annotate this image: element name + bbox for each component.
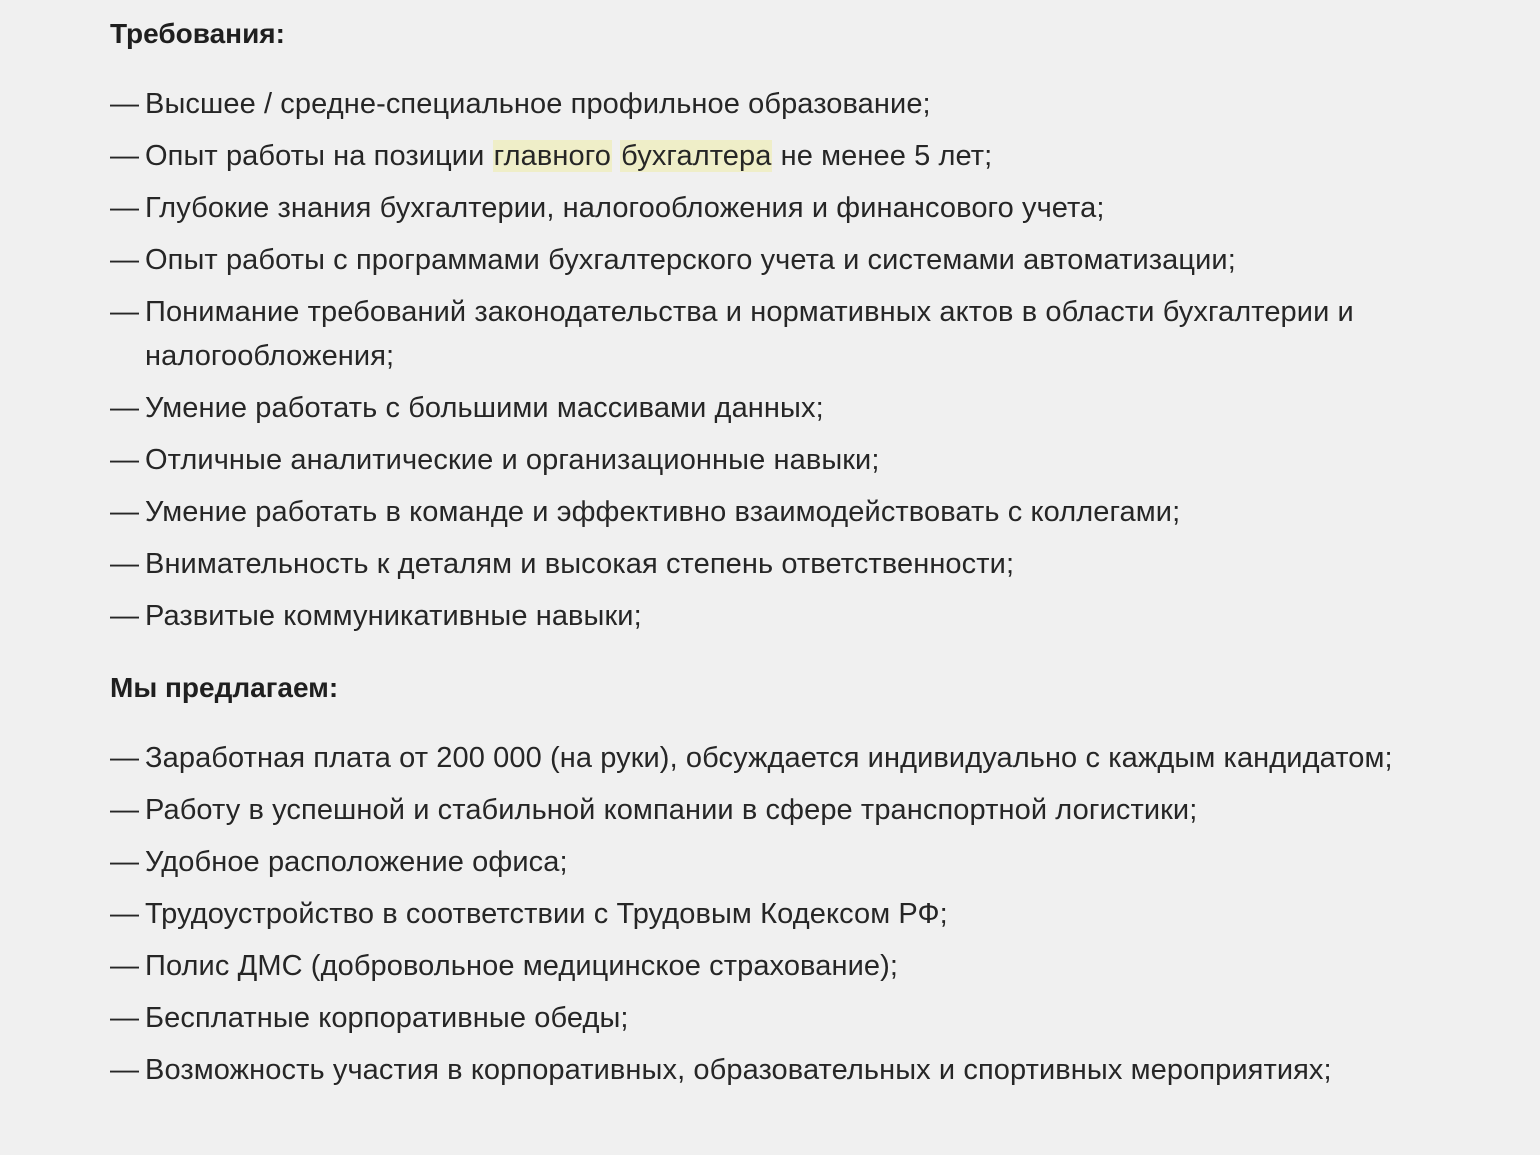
bullet-dash: — (110, 898, 140, 930)
list-item (110, 892, 1440, 936)
bullet-dash: — (110, 296, 140, 328)
list-item (110, 386, 1440, 430)
requirements-heading: Требования: (110, 18, 285, 49)
list-item (110, 1048, 1440, 1092)
list-item-text: Трудоустройство в соответствии с Трудовым Кодексом РФ; (145, 898, 948, 930)
offer-list (110, 736, 1440, 1100)
list-item-text: Внимательность к деталям и высокая степень ответственности; (145, 548, 1015, 580)
list-item (110, 594, 1440, 638)
list-item (110, 238, 1440, 282)
list-item (110, 840, 1440, 884)
list-item-text: Умение работать с большими массивами данных; (145, 392, 824, 424)
list-item-text: Глубокие знания бухгалтерии, налогообложения и финансового учета; (145, 192, 1105, 224)
list-item-text: Высшее / средне-специальное профильное образование; (145, 88, 931, 120)
list-item (110, 996, 1440, 1040)
list-item (110, 186, 1440, 230)
bullet-dash: — (110, 846, 140, 878)
list-item-text: не менее 5 лет; (772, 140, 993, 172)
list-item-text: Заработная плата от 200 000 (на руки), обсуждается индивидуально с каждым кандидатом; (145, 742, 1393, 774)
list-item-text: Умение работать в команде и эффективно взаимодействовать с коллегами; (145, 496, 1181, 528)
list-item-text: Отличные аналитические и организационные навыки; (145, 444, 880, 476)
bullet-dash: — (110, 548, 140, 580)
list-item (110, 290, 1440, 378)
list-item (110, 788, 1440, 832)
list-item-text: Бесплатные корпоративные обеды; (145, 1002, 629, 1034)
bullet-dash: — (110, 444, 140, 476)
list-item-text: Удобное расположение офиса; (145, 846, 568, 878)
list-item-text: Понимание требований законодательства и нормативных актов в области бухгалтерии и налогообложения; (145, 296, 1354, 372)
list-item-text: Возможность участия в корпоративных, образовательных и спортивных мероприятиях; (145, 1054, 1332, 1086)
requirements-list (110, 82, 1440, 646)
list-item-text: Развитые коммуникативные навыки; (145, 600, 642, 632)
bullet-dash: — (110, 140, 140, 172)
offer-heading: Мы предлагаем: (110, 672, 339, 703)
bullet-dash: — (110, 794, 140, 826)
highlighted-word: бухгалтера (621, 140, 772, 172)
list-item-text: Опыт работы на позиции (145, 140, 493, 172)
list-item-text (612, 140, 620, 172)
list-item (110, 82, 1440, 126)
bullet-dash: — (110, 244, 140, 276)
list-item (110, 490, 1440, 534)
list-item-text: Полис ДМС (добровольное медицинское страхование); (145, 950, 899, 982)
list-item (110, 542, 1440, 586)
list-item (110, 134, 1440, 178)
bullet-dash: — (110, 1054, 140, 1086)
list-item (110, 438, 1440, 482)
bullet-dash: — (110, 392, 140, 424)
bullet-dash: — (110, 742, 140, 774)
highlighted-word: главного (493, 140, 611, 172)
bullet-dash: — (110, 1002, 140, 1034)
list-item (110, 944, 1440, 988)
bullet-dash: — (110, 496, 140, 528)
bullet-dash: — (110, 600, 140, 632)
bullet-dash: — (110, 950, 140, 982)
bullet-dash: — (110, 88, 140, 120)
list-item-text: Опыт работы с программами бухгалтерского учета и системами автоматизации; (145, 244, 1236, 276)
bullet-dash: — (110, 192, 140, 224)
list-item (110, 736, 1440, 780)
list-item-text: Работу в успешной и стабильной компании в сфере транспортной логистики; (145, 794, 1198, 826)
